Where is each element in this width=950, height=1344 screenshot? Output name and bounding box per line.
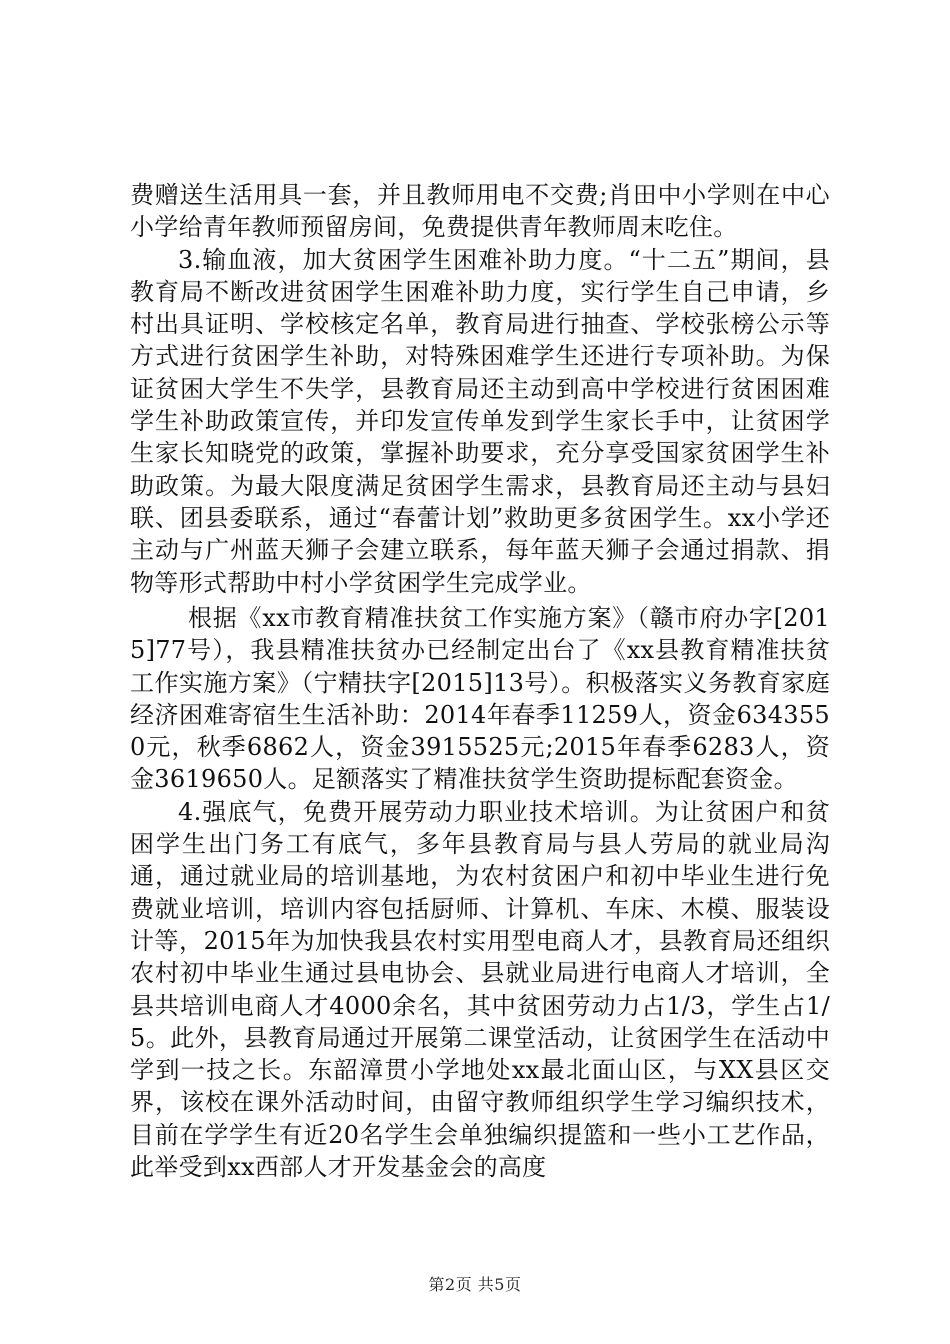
paragraph-policy: 根据《xx市教育精准扶贫工作实施方案》（赣市府办字[2015]77号），我县精准扶贫办已经制定出台了《xx县教育精准扶贫工作实施方案》（宁精扶字[2015]13号）。积极落实义务教育家庭经济困难寄宿生生活补助：2014年春季11259人，资金6343550元，秋季6862人，资金3915525元;2015年春季6283人，资金3619650人。足额落实了精准扶贫学生资助提标配套资金。 (130, 604, 830, 794)
paragraph-continuation: 费赠送生活用具一套，并且教师用电不交费;肖田中小学则在中心小学给青年教师预留房间，免费提供青年教师周末吃住。 (130, 181, 830, 242)
page-footer: 第2页 共5页 (428, 1275, 522, 1294)
text-block-bottom (130, 602, 830, 1183)
text-block-top (130, 179, 830, 599)
paragraph-section-4: 4.强底气，免费开展劳动力职业技术培训。为让贫困户和贫困学生出门务工有底气，多年县教育局与县人劳局的就业局沟通，通过就业局的培训基地，为农村贫困户和初中毕业生进行免费就业培训，培训内容包括厨师、计算机、车床、木模、服装设计等，2015年为加快我县农村实用型电商人才，县教育局还组织农村初中毕业生通过县电协会、县就业局进行电商人才培训，全县共培训电商人才4000余名，其中贫困劳动力占1/3，学生占1/5。此外，县教育局通过开展第二课堂活动，让贫困学生在活动中学到一技之长。东韶漳贯小学地处xx最北面山区，与XX县区交界，该校在课外活动时间，由留守教师组织学生学习编织技术，目前在学学生有近20名学生会单独编织提篮和一些小工艺作品，此举受到xx西部人才开发基金会的高度 (130, 797, 830, 1182)
paragraph-section-3: 3.输血液，加大贫困学生困难补助力度。“十二五”期间，县教育局不断改进贫困学生困难补助力度，实行学生自己申请，乡村出具证明、学校核定名单，教育局进行抽查、学校张榜公示等方式进行贫困学生补助，对特殊困难学生还进行专项补助。为保证贫困大学生不失学，县教育局还主动到高中学校进行贫困困难学生补助政策宣传，并印发宣传单发到学生家长手中，让贫困学生家长知晓党的政策，掌握补助要求，充分享受国家贫困学生补助政策。为最大限度满足贫困学生需求，县教育局还主动与县妇联、团县委联系，通过“春蕾计划”救助更多贫困学生。xx小学还主动与广州蓝天狮子会建立联系，每年蓝天狮子会通过捐款、捐物等形式帮助中村小学贫困学生完成学业。 (130, 245, 830, 597)
